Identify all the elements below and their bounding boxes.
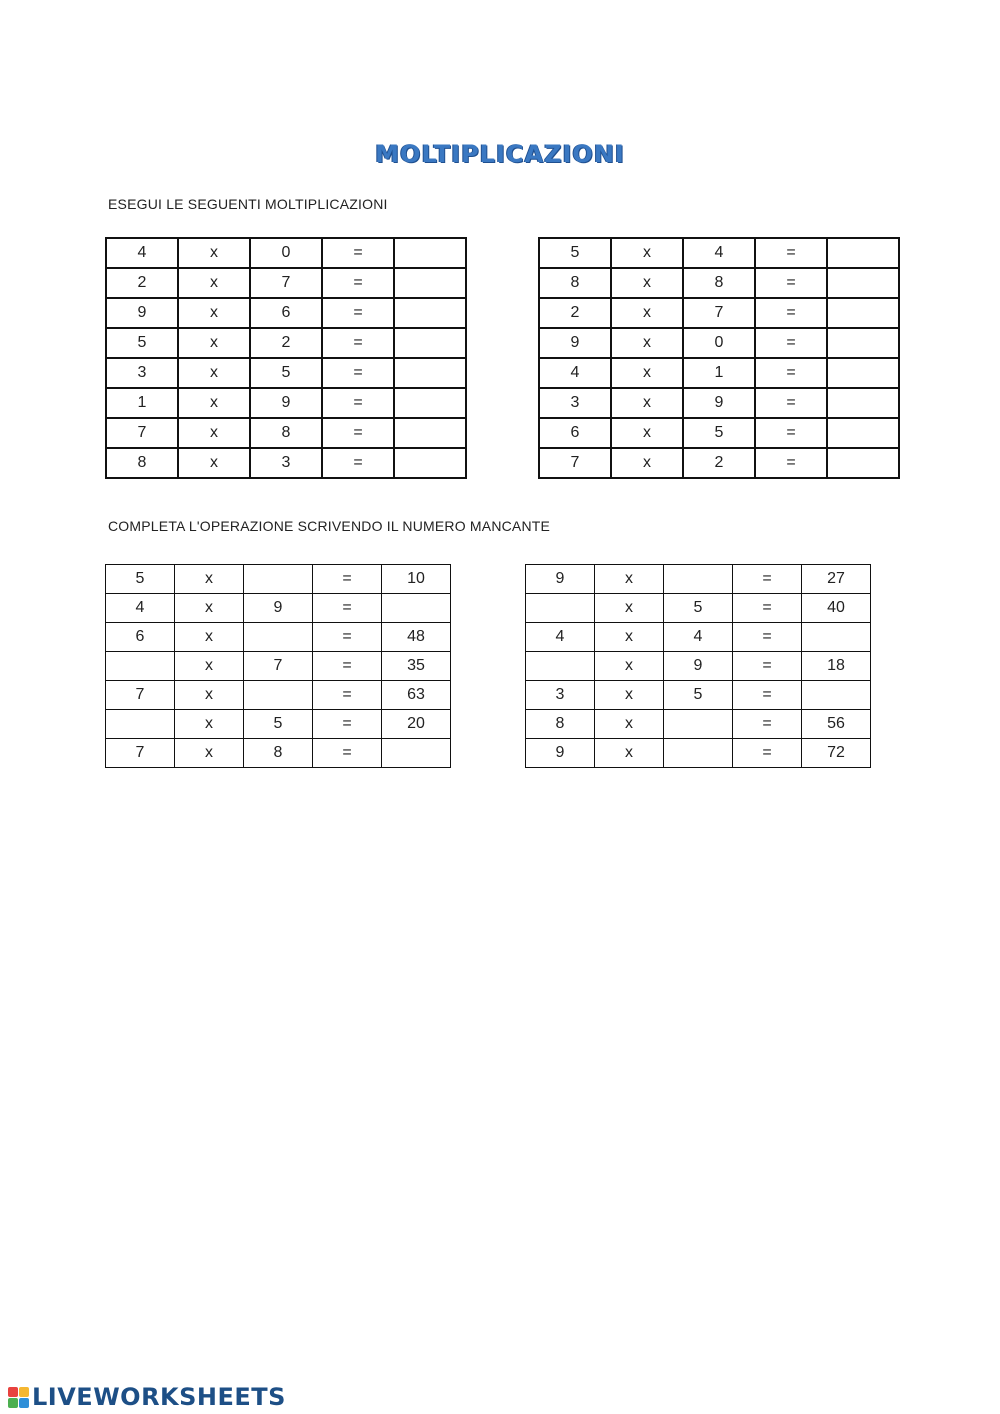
section1-heading: ESEGUI LE SEGUENTI MOLTIPLICAZIONI (108, 196, 388, 212)
table-row (526, 623, 871, 652)
table-cell: x (178, 328, 250, 358)
table-cell: = (755, 268, 827, 298)
table-row (526, 565, 871, 594)
table-cell: 5 (664, 594, 733, 623)
answer-cell[interactable] (382, 594, 451, 623)
table-cell: 5 (683, 418, 755, 448)
table-cell: 35 (382, 652, 451, 681)
table-cell: x (595, 565, 664, 594)
table-cell: 5 (106, 565, 175, 594)
table-cell: 3 (106, 358, 178, 388)
answer-cell[interactable] (394, 388, 466, 418)
table-cell: 9 (106, 298, 178, 328)
table-cell: 4 (664, 623, 733, 652)
table-cell: = (322, 328, 394, 358)
table-row (106, 268, 466, 298)
table-cell: 3 (539, 388, 611, 418)
table-cell: 7 (539, 448, 611, 478)
answer-cell[interactable] (394, 328, 466, 358)
answer-cell[interactable] (106, 710, 175, 739)
answer-cell[interactable] (827, 298, 899, 328)
table-cell: x (175, 710, 244, 739)
table-cell: x (595, 710, 664, 739)
table-cell: = (755, 418, 827, 448)
table-cell: 63 (382, 681, 451, 710)
table-cell: x (178, 388, 250, 418)
table-cell: = (313, 652, 382, 681)
table-cell: x (175, 623, 244, 652)
answer-cell[interactable] (394, 298, 466, 328)
answer-cell[interactable] (394, 268, 466, 298)
table-cell: 2 (683, 448, 755, 478)
exercise-table-2-right (525, 564, 871, 768)
table-row (526, 681, 871, 710)
table-row (106, 623, 451, 652)
table-cell: 5 (250, 358, 322, 388)
table-cell: = (322, 418, 394, 448)
answer-cell[interactable] (827, 418, 899, 448)
table-cell: 4 (539, 358, 611, 388)
table-row (539, 388, 899, 418)
table-cell: x (178, 298, 250, 328)
table-cell: = (733, 652, 802, 681)
table-cell: = (313, 565, 382, 594)
table-row (539, 328, 899, 358)
table-cell: 2 (106, 268, 178, 298)
table-cell: 10 (382, 565, 451, 594)
table-cell: 4 (106, 238, 178, 268)
table-cell: x (175, 594, 244, 623)
table-cell: 8 (244, 739, 313, 768)
table-row (106, 298, 466, 328)
answer-cell[interactable] (394, 418, 466, 448)
table-row (539, 418, 899, 448)
table-cell: x (611, 238, 683, 268)
table-cell: x (595, 623, 664, 652)
table-cell: 0 (683, 328, 755, 358)
table-row (106, 681, 451, 710)
table-cell: 72 (802, 739, 871, 768)
table-row (106, 448, 466, 478)
table-cell: 9 (664, 652, 733, 681)
liveworksheets-logo[interactable] (8, 1380, 286, 1414)
table-cell: = (322, 298, 394, 328)
table-row (539, 448, 899, 478)
table-cell: 1 (683, 358, 755, 388)
table-cell: 9 (526, 565, 595, 594)
table-cell: 8 (526, 710, 595, 739)
table-cell: 4 (526, 623, 595, 652)
answer-cell[interactable] (802, 681, 871, 710)
table-cell: x (611, 448, 683, 478)
answer-cell[interactable] (664, 565, 733, 594)
table-cell: x (178, 448, 250, 478)
table-cell: = (313, 739, 382, 768)
table-cell: = (733, 623, 802, 652)
table-cell: 7 (683, 298, 755, 328)
table-row (539, 238, 899, 268)
table-row (526, 652, 871, 681)
table-cell: = (755, 298, 827, 328)
table-cell: 7 (106, 739, 175, 768)
table-cell: = (755, 358, 827, 388)
table-cell: 8 (683, 268, 755, 298)
table-cell: x (595, 681, 664, 710)
table-cell: 9 (683, 388, 755, 418)
table-cell: 7 (106, 418, 178, 448)
table-cell: 7 (250, 268, 322, 298)
table-cell: = (322, 388, 394, 418)
table-cell: 40 (802, 594, 871, 623)
answer-cell[interactable] (244, 681, 313, 710)
table-cell: = (733, 739, 802, 768)
table-row (539, 298, 899, 328)
table-row (106, 565, 451, 594)
table-row (106, 388, 466, 418)
table-cell: 8 (106, 448, 178, 478)
liveworksheets-logo-icon (8, 1387, 29, 1408)
table-cell: 5 (106, 328, 178, 358)
table-cell: = (313, 681, 382, 710)
table-cell: x (175, 565, 244, 594)
table-cell: 9 (250, 388, 322, 418)
exercise-table-1-right (538, 237, 900, 479)
table-cell: 3 (250, 448, 322, 478)
table-cell: = (733, 594, 802, 623)
table-cell: 7 (106, 681, 175, 710)
table-cell: x (611, 298, 683, 328)
table-cell: = (755, 388, 827, 418)
table-cell: = (313, 623, 382, 652)
table-cell: 9 (244, 594, 313, 623)
exercise-table-1-left (105, 237, 467, 479)
table-cell: x (611, 328, 683, 358)
table-cell: x (611, 388, 683, 418)
table-cell: 3 (526, 681, 595, 710)
table-cell: = (755, 238, 827, 268)
table-cell: 56 (802, 710, 871, 739)
table-row (526, 739, 871, 768)
answer-cell[interactable] (526, 652, 595, 681)
table-cell: = (322, 238, 394, 268)
answer-cell[interactable] (394, 358, 466, 388)
table-row (526, 710, 871, 739)
table-row (526, 594, 871, 623)
table-cell: = (313, 594, 382, 623)
table-cell: 5 (539, 238, 611, 268)
answer-cell[interactable] (394, 448, 466, 478)
table-cell: = (313, 710, 382, 739)
table-cell: 27 (802, 565, 871, 594)
table-cell: 5 (244, 710, 313, 739)
table-cell: 8 (539, 268, 611, 298)
section2-heading: COMPLETA L'OPERAZIONE SCRIVENDO IL NUMERO MANCANTE (108, 518, 551, 534)
table-cell: = (755, 448, 827, 478)
table-cell: x (595, 739, 664, 768)
table-cell: x (175, 681, 244, 710)
table-cell: = (733, 565, 802, 594)
table-cell: 4 (683, 238, 755, 268)
table-row (539, 268, 899, 298)
answer-cell[interactable] (382, 739, 451, 768)
table-cell: 9 (539, 328, 611, 358)
answer-cell[interactable] (802, 623, 871, 652)
table-cell: 48 (382, 623, 451, 652)
table-cell: 20 (382, 710, 451, 739)
table-cell: x (178, 358, 250, 388)
table-row (106, 710, 451, 739)
table-row (106, 594, 451, 623)
answer-cell[interactable] (827, 388, 899, 418)
table-row (106, 358, 466, 388)
table-cell: 6 (250, 298, 322, 328)
table-cell: = (322, 358, 394, 388)
table-row (106, 238, 466, 268)
table-cell: 2 (539, 298, 611, 328)
table-cell: = (733, 681, 802, 710)
answer-cell[interactable] (827, 328, 899, 358)
table-cell: x (178, 418, 250, 448)
answer-cell[interactable] (244, 623, 313, 652)
table-cell: 6 (106, 623, 175, 652)
table-cell: x (611, 358, 683, 388)
table-row (539, 358, 899, 388)
table-cell: x (595, 594, 664, 623)
table-cell: 5 (664, 681, 733, 710)
table-cell: = (755, 328, 827, 358)
table-cell: 4 (106, 594, 175, 623)
answer-cell[interactable] (827, 358, 899, 388)
table-cell: 2 (250, 328, 322, 358)
table-cell: 0 (250, 238, 322, 268)
table-cell: x (178, 268, 250, 298)
answer-cell[interactable] (827, 268, 899, 298)
answer-cell[interactable] (106, 652, 175, 681)
table-row (106, 418, 466, 448)
table-row (106, 328, 466, 358)
table-cell: = (322, 448, 394, 478)
table-cell: x (175, 652, 244, 681)
table-cell: x (178, 238, 250, 268)
table-row (106, 739, 451, 768)
answer-cell[interactable] (664, 710, 733, 739)
brand-name: LIVEWORKSHEETS (32, 1383, 286, 1411)
table-cell: = (322, 268, 394, 298)
worksheet-title: MOLTIPLICAZIONI (375, 140, 625, 168)
table-cell: x (611, 418, 683, 448)
exercise-table-2-left (105, 564, 451, 768)
answer-cell[interactable] (664, 739, 733, 768)
answer-cell[interactable] (827, 238, 899, 268)
answer-cell[interactable] (394, 238, 466, 268)
answer-cell[interactable] (526, 594, 595, 623)
table-cell: 6 (539, 418, 611, 448)
table-row (106, 652, 451, 681)
table-cell: 9 (526, 739, 595, 768)
table-cell: x (595, 652, 664, 681)
table-cell: 8 (250, 418, 322, 448)
answer-cell[interactable] (827, 448, 899, 478)
table-cell: x (175, 739, 244, 768)
answer-cell[interactable] (244, 565, 313, 594)
table-cell: x (611, 268, 683, 298)
table-cell: 18 (802, 652, 871, 681)
table-cell: 1 (106, 388, 178, 418)
table-cell: = (733, 710, 802, 739)
table-cell: 7 (244, 652, 313, 681)
